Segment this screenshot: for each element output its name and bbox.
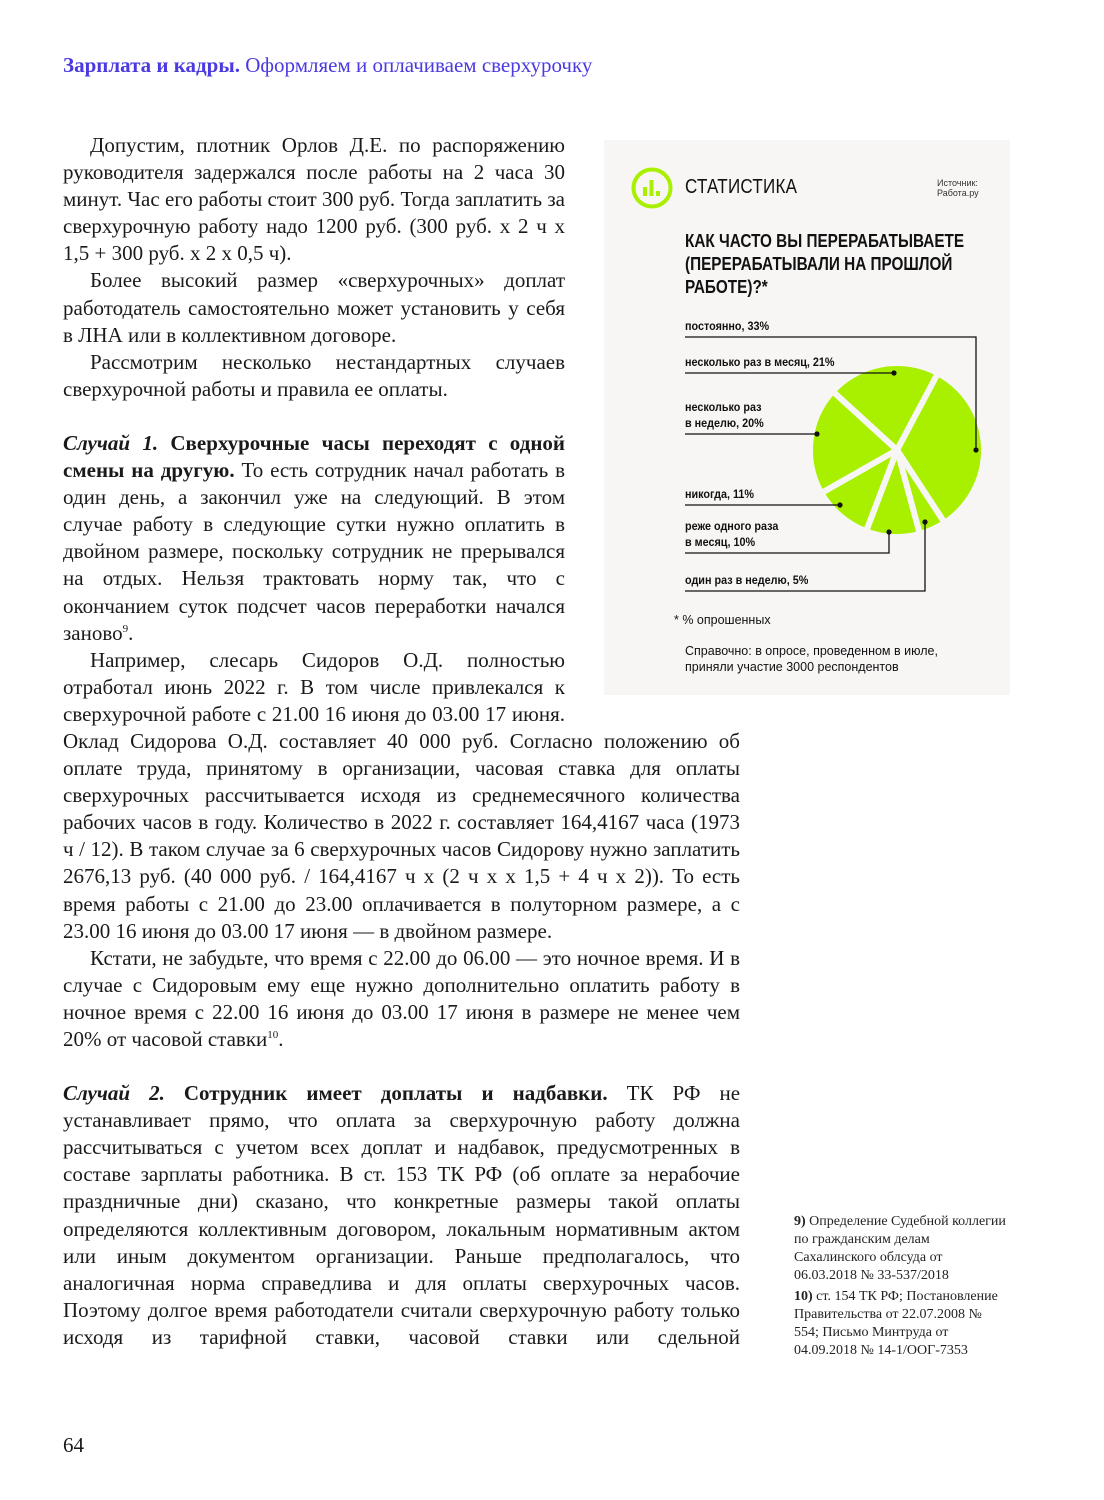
slice-label <box>685 572 808 588</box>
paragraph: Например, слесарь Сидоров О.Д. полностью отработал июнь 2022 г. В том числе привлекался к сверхурочной работе с 21.00 16 июня до 03.00 17 июня. Оклад Сидорова О.Д. составляет 40 000 руб. Согласно положению об оплате труда, принятому в организации, часовая ставка для оплаты сверхурочных рассчитывается исходя из среднемесячного количества рабочих часов в году. Количество в 2022 г. составляет 164,4167 часа (1973 ч / 12). В таком случае за 6 сверхурочных часов Сидорову нужно заплатить 2676,13 руб. (40 000 руб. / 164,4167 ч х (2 ч х х 1,5 + 4 ч х 2)). То есть время работы с 21.00 до 23.00 оплачивается в полуторном размере, а с 23.00 16 июня до 03.00 17 июня — в двойном размере. <box>63 647 740 943</box>
case-text: ТК РФ не устанавливает прямо, что оплата за сверхурочную работу должна рассчитываться с учетом всех доплат и надбавок, предусмотренных в составе зарплаты работника. В ст. 153 ТК РФ (об оплате за нерабочие праздничные дни) сказано, что конкретные размеры такой оплаты определяются коллективным договором, локальным нормативным актом или иным документом организации. Раньше предполагалось, что аналогичная норма справедлива и для оплаты сверхурочных часов. Поэтому долгое время работодатели считали сверхурочную работу только исходя из тарифной ставки, часовой ставки или сдельной <box>63 1081 741 1349</box>
slice-label <box>685 318 769 334</box>
chart-title: КАК ЧАСТО ВЫ ПЕРЕРАБАТЫВАЕТЕ (ПЕРЕРАБАТЫВАЛИ НА ПРОШЛОЙ РАБОТЕ)?* <box>685 231 965 297</box>
footnote-text: Определение Судебной коллегии по гражданским делам Сахалинского облсуда от 06.03.2018 № 33-537/2018 <box>794 1214 1006 1283</box>
source-name: Работа.ру <box>937 188 979 198</box>
footnote-note: * % опрошенных <box>674 613 771 627</box>
slice-label-line: один раз в неделю, 5% <box>685 573 809 587</box>
section-name: Зарплата и кадры. <box>63 53 241 77</box>
leader-dot <box>886 529 891 534</box>
slice-label <box>685 399 764 431</box>
punct: . <box>128 620 134 645</box>
slice-label-line: постоянно, 33% <box>685 319 770 333</box>
footnote-9 <box>794 1213 1009 1285</box>
slice-label-line: никогда, 11% <box>685 487 755 501</box>
paragraph-text: Кстати, не забудьте, что время с 22.00 до 06.00 — это ночное время. И в случае с Сидоровым ему еще нужно дополнительно оплатить работу в ночное время с 22.00 16 июня до 03.00 17 июня в размере не менее чем 20% от часовой ставки <box>63 945 740 1051</box>
leader-dot <box>973 447 978 452</box>
running-header <box>63 53 592 78</box>
paragraph: Более высокий размер «сверхурочных» доплат работодатель самостоятельно может установить у себя в ЛНА или в коллективном договоре. <box>63 268 565 347</box>
slice-label <box>685 354 835 370</box>
case-heading: Сотрудник имеет доплаты и надбавки. <box>183 1081 608 1106</box>
footnote-text: ст. 154 ТК РФ; Постановление Правительства от 22.07.2008 № 554; Письмо Минтруда от 04.09.2018 № 14-1/ООГ-7353 <box>794 1289 998 1358</box>
slice-label-line: в неделю, 20% <box>685 416 764 430</box>
paragraph: Рассмотрим несколько нестандартных случаев сверхурочной работы и правила ее оплаты. <box>63 349 565 401</box>
footnote-ref: 9 <box>122 622 129 635</box>
slice-label-line: в месяц, 10% <box>685 535 756 549</box>
case-2-paragraph <box>63 1080 740 1351</box>
leader-dot <box>891 370 896 375</box>
slice-label <box>685 518 778 550</box>
leader-dot <box>814 431 819 436</box>
footnote-number: 9) <box>794 1214 806 1229</box>
case-label: Случай 1. <box>63 430 159 455</box>
footnote-number: 10) <box>794 1289 813 1304</box>
slice-label-line: несколько раз в месяц, 21% <box>685 355 835 369</box>
footnote-10 <box>794 1288 1009 1360</box>
paragraph: Допустим, плотник Орлов Д.Е. по распоряжению руководителя задержался после работы на 2 часа 30 минут. Час его работы стоит 300 руб. Тогда заплатить за сверхурочную работу надо 1200 руб. (300 руб. х 2 ч х 1,5 + 300 руб. х 2 х 0,5 ч). <box>63 133 565 266</box>
case-text: То есть сотрудник начал работать в один день, а закончил уже на следующий. В этом случае работу в следующие сутки нужно оплатить в двойном размере, поскольку сотрудник не прерывался на отдых. Нельзя трактовать норму так, что с окончанием суток подсчет часов переработки начался заново <box>63 458 565 645</box>
case-label: Случай 2. <box>63 1081 165 1106</box>
slice-label-line: несколько раз <box>685 400 762 414</box>
pie-chart <box>604 140 1010 695</box>
slice-label-line: реже одного раза <box>685 519 779 533</box>
article-title: Оформляем и оплачиваем сверхурочку <box>245 53 593 77</box>
footnote-ref: 10 <box>267 1029 279 1041</box>
case-heading: Сверхурочные часы переходят с одной смены на другую. <box>63 430 566 483</box>
reference-note: Справочно: в опросе, проведенном в июле, приняли участие 3000 респондентов <box>685 644 938 674</box>
page-number: 64 <box>63 1433 84 1457</box>
source-label: Источник: <box>937 178 978 188</box>
statistics-infographic <box>604 140 1010 695</box>
infographic-title: СТАТИСТИКА <box>685 176 798 198</box>
leader-dot <box>922 519 927 524</box>
footnotes <box>794 1213 1009 1363</box>
slice-label <box>685 486 754 502</box>
leader-dot <box>837 502 842 507</box>
punct: . <box>278 1027 284 1051</box>
paragraph <box>63 945 740 1053</box>
